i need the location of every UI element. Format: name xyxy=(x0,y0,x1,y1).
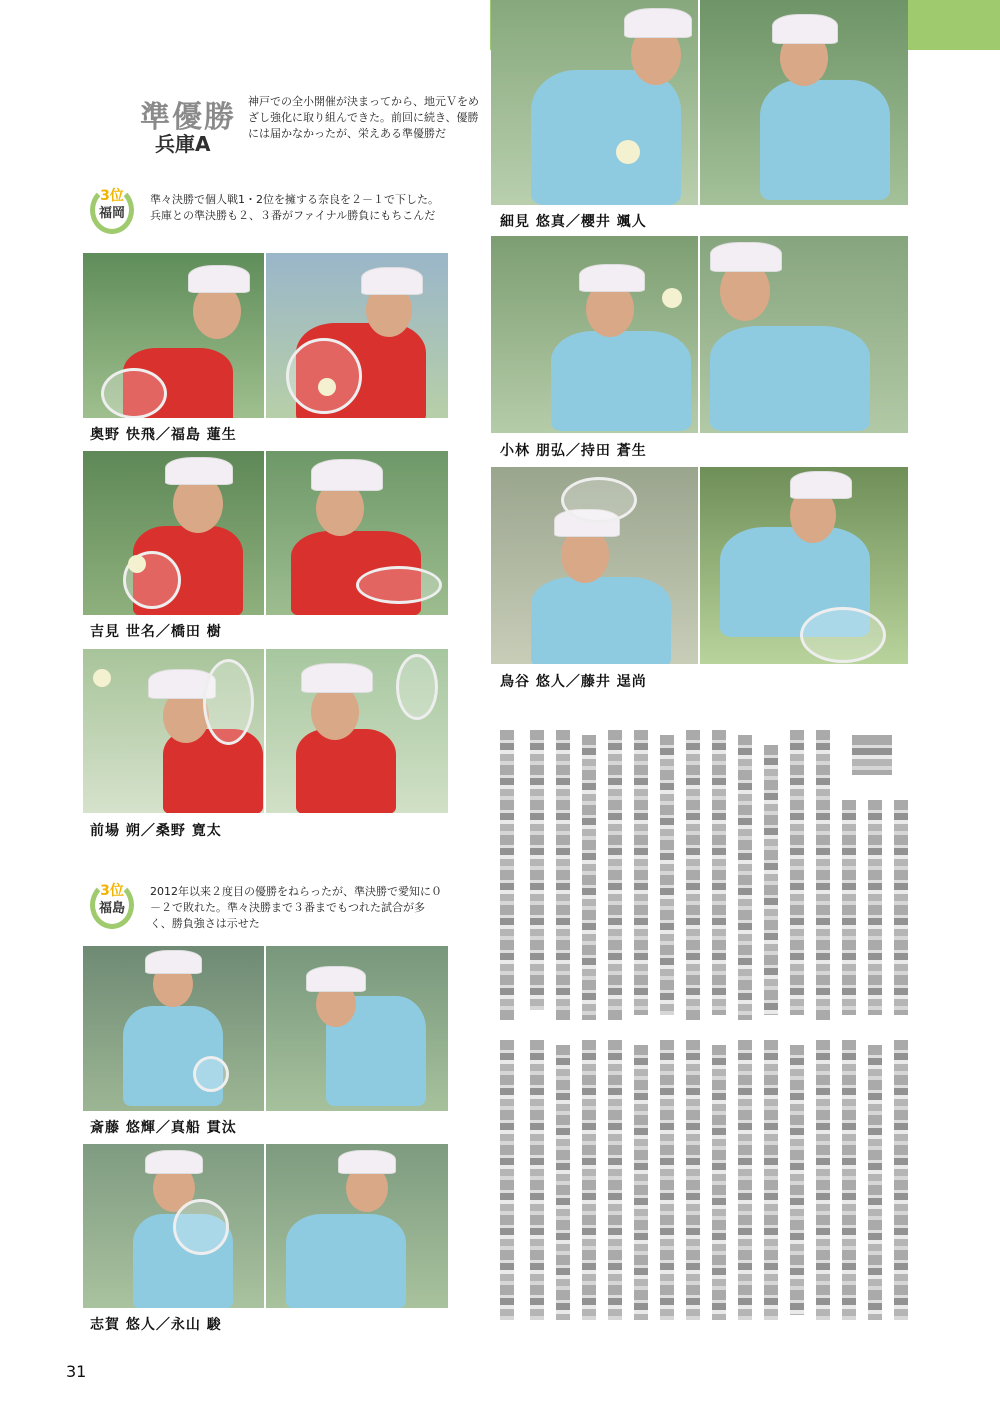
runner-up-team: 兵庫A xyxy=(155,132,211,156)
header-left-blank xyxy=(0,0,490,50)
photo-caption-2: 吉見 世名／橋田 樹 xyxy=(90,624,222,640)
photo-red-pair-3 xyxy=(83,649,448,813)
page-number: 31 xyxy=(66,1362,87,1381)
photo-right-pair-3 xyxy=(491,467,908,664)
photo-caption-4: 斎藤 悠輝／真船 貫汰 xyxy=(90,1120,237,1136)
photo-caption-8: 鳥谷 悠人／藤井 逞尚 xyxy=(500,674,647,690)
photo-red-pair-1 xyxy=(83,253,448,418)
third-badge-rank: 3位 xyxy=(100,188,124,204)
runner-up-description: 神戸での全小開催が決まってから、地元Ｖをめざし強化に取り組んできた。前回に続き、優勝には届かなかったが、栄えある準優勝だ xyxy=(248,95,479,140)
photo-caption-3: 前場 朔／桑野 寛太 xyxy=(90,823,222,839)
photo-right-pair-1 xyxy=(491,0,908,205)
photo-caption-7: 小林 朋弘／持田 蒼生 xyxy=(500,443,647,459)
third-description: 準々決勝で個人戦1・2位を擁する奈良を２－１で下した。兵庫との準決勝も２、３番がファイナル勝負にもちこんだ xyxy=(150,193,439,222)
photo-caption-1: 奥野 快飛／福島 蓮生 xyxy=(90,427,237,443)
third-badge-rank-2: 3位 xyxy=(100,883,124,899)
photo-caption-6: 細見 悠真／櫻井 颯人 xyxy=(500,214,647,230)
third-description-2: 2012年以来２度目の優勝をねらったが、準決勝で愛知に０－２で敗れた。準々決勝まで３番までもつれた試合が多く、勝負強さは示せた xyxy=(150,885,442,930)
runner-up-title: 準優勝 xyxy=(140,100,236,135)
photo-red-pair-2 xyxy=(83,451,448,615)
third-badge-team: 福岡 xyxy=(98,206,125,221)
photo-blue-pair-1 xyxy=(83,946,448,1111)
third-badge-team-2: 福島 xyxy=(98,901,125,916)
photo-right-pair-2 xyxy=(491,236,908,433)
photo-caption-5: 志賀 悠人／永山 駿 xyxy=(90,1317,222,1333)
photo-blue-pair-2 xyxy=(83,1144,448,1308)
